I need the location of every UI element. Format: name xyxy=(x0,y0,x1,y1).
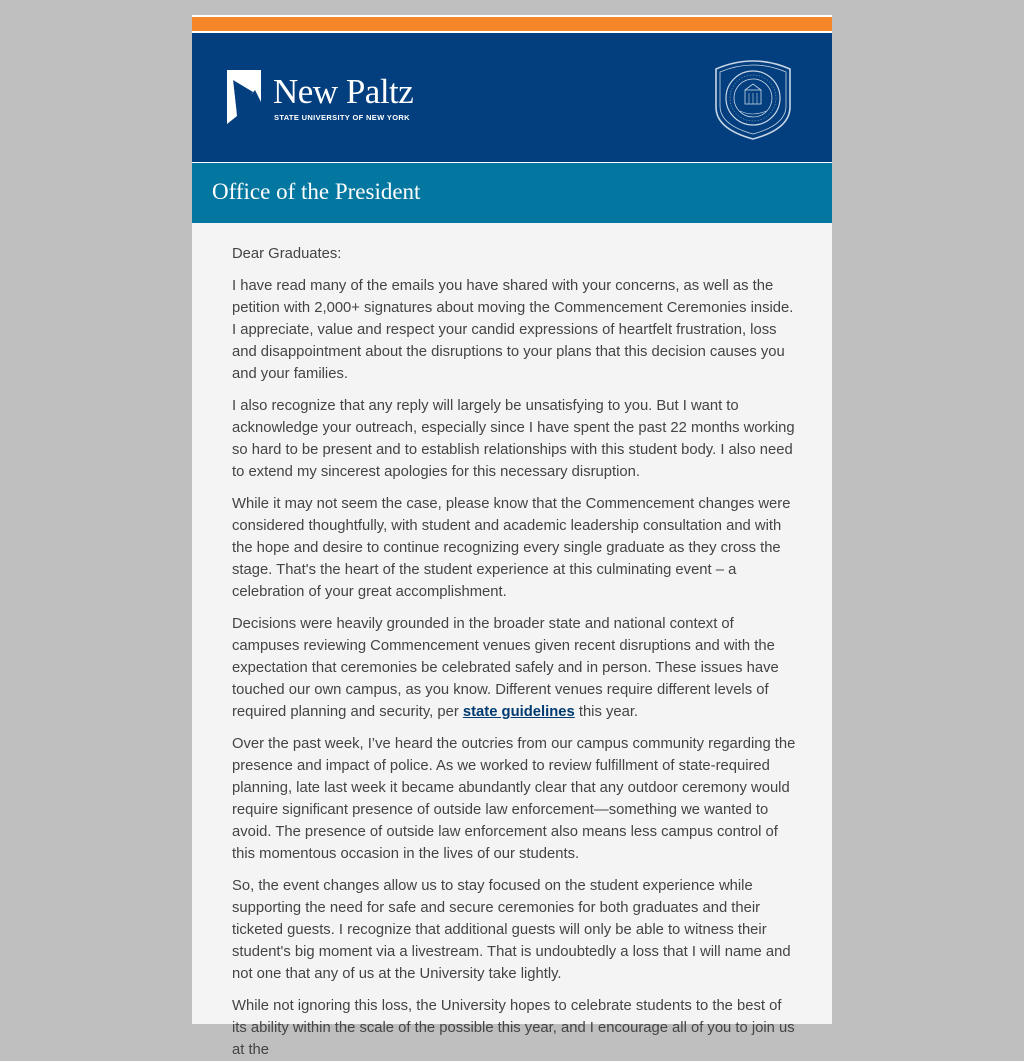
letter-body xyxy=(192,223,832,1061)
university-seal-icon xyxy=(710,55,796,141)
email-container xyxy=(192,15,832,1058)
letter-paragraph-4 xyxy=(232,613,796,723)
header-banner xyxy=(192,33,832,163)
letter-paragraph-7: While not ignoring this loss, the University hopes to celebrate students to the best of its ability within the scale of the possible this year, and I encourage all of you to join us at the xyxy=(232,998,795,1058)
new-paltz-logo[interactable] xyxy=(225,70,425,126)
office-title-bar xyxy=(192,163,832,223)
state-guidelines-link[interactable]: state guidelines xyxy=(462,704,575,720)
letter-paragraph-5: Over the past week, I’ve heard the outcries from our campus community regarding the presence and impact of police. As we worked to review fulfillment of state-required planning, late last week it became abundantly clear that any outdoor ceremony would require significant presence of outside law enforcement—something we wanted to avoid. The presence of outside law enforcement also means less campus control of this momentous occasion in the lives of our students. xyxy=(232,736,796,862)
office-title: Office of the President xyxy=(212,179,421,204)
letter-greeting: Dear Graduates: xyxy=(232,246,342,262)
letter-paragraph-1: I have read many of the emails you have shared with your concerns, as well as the petition with 2,000+ signatures about moving the Commencement Ceremonies inside. I appreciate, value and respect your candid expressions of heartfelt frustration, loss and disappointment about the disruptions to your plans that this decision causes you and your families. xyxy=(232,278,794,382)
orange-accent-bar xyxy=(192,17,832,31)
logo-subtitle: STATE UNIVERSITY OF NEW YORK xyxy=(274,113,410,122)
logo-wordmark: New Paltz xyxy=(273,72,414,111)
letter-paragraph-6: So, the event changes allow us to stay focused on the student experience while supporting the need for safe and secure ceremonies for both graduates and their ticketed guests. I recognize that additional guests will only be able to witness their student's big moment via a livestream. That is undoubtedly a loss that I will name and not one that any of us at the University take lightly. xyxy=(232,878,791,982)
paragraph-4-text-after: this year. xyxy=(574,704,639,720)
letter-paragraph-3: While it may not seem the case, please know that the Commencement changes were considered thoughtfully, with student and academic leadership consultation and with the hope and desire to continue recognizing every single graduate as they cross the stage. That's the heart of the student experience at this culminating event – a celebration of your great accomplishment. xyxy=(232,496,791,600)
letter-paragraph-2: I also recognize that any reply will largely be unsatisfying to you. But I want to acknowledge your outreach, especially since I have spent the past 22 months working so hard to be present and to establish relationships with this student body. I also need to extend my sincerest apologies for this necessary disruption. xyxy=(232,398,795,480)
new-paltz-logo-icon xyxy=(225,70,263,126)
paragraph-4-text-before: Decisions were heavily grounded in the broader state and national context of campuses reviewing Commencement venues given recent disruptions and with the expectation that ceremonies be celebrated safely and in person. These issues have touched our own campus, as you know. Different venues require different levels of required planning and security, per xyxy=(232,616,779,720)
